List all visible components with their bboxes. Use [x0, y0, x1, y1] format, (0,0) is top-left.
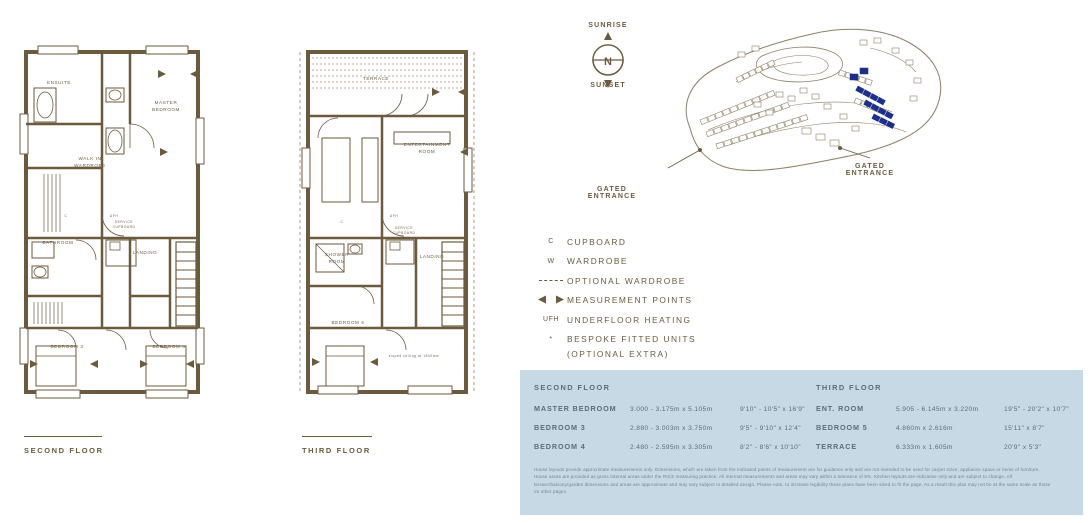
room-label-bedroom-4: BEDROOM 4	[152, 344, 186, 349]
room-label-ensuite: ENSUITE	[46, 80, 72, 85]
legend-label-optional-wardrobe: OPTIONAL WARDROBE	[567, 275, 686, 286]
legend-item-measurement-points	[535, 291, 855, 311]
floorplan-second-floor-caption: SECOND FLOOR	[24, 446, 104, 455]
schedule-room-name: TERRACE	[816, 442, 858, 451]
legend-label-bespoke-fitted-units: BESPOKE FITTED UNITS	[567, 334, 697, 345]
svg-text:N: N	[604, 56, 612, 68]
schedule-room-metric: 5.905 - 6.145m x 3.220m	[896, 406, 979, 413]
schedule-room-metric: 6.333m x 1.605m	[896, 444, 953, 451]
site-plan-gated-entrance-left: GATED ENTRANCE	[587, 186, 637, 200]
floorplan-second-floor	[10, 28, 230, 455]
schedule-room-imperial: 9'5" - 9'10" x 12'4"	[740, 425, 801, 432]
legend-item-optional-wardrobe	[535, 271, 855, 291]
compass-rose	[593, 32, 623, 88]
schedule-column-third-floor	[816, 383, 1084, 461]
schedule-room-metric: 2.880 - 3.003m x 3.750m	[630, 425, 713, 432]
schedule-room-imperial: 8'2" - 8'6" x 10'10"	[740, 444, 801, 451]
legend-label-underfloor-heating: UNDERFLOOR HEATING	[567, 314, 692, 325]
dashed-line-icon	[535, 277, 567, 284]
schedule-room-metric: 4.860m x 2.616m	[896, 425, 953, 432]
schedule-title-second-floor: SECOND FLOOR	[534, 383, 611, 392]
disclaimer-text: House layouts provide approximate measurements only. Dimensions, which are taken from the indicated points of measurement are for guidance only and are not intended to be used for carpet sizes, appliance space or items of furniture. House areas are provided as gross internal areas under the RICS measuring practice. All internal measurements and areas may vary within a tolerance of 5%. Kitchen layouts are indicative only and are subject to change. All terrace/balcony/garden dimensions and areas are approximate and may vary subject to detailed design. Please note, to increase legibility these plans have been sized to fit the page. As a result this plan may not be at the same scale as those on other pages.	[534, 467, 1051, 494]
schedule-row	[534, 423, 814, 432]
schedule-room-name: MASTER BEDROOM	[534, 404, 617, 413]
room-label-bedroom-3: BEDROOM 3	[50, 344, 84, 349]
schedule-room-name: BEDROOM 5	[816, 423, 868, 432]
legend-item-bespoke-fitted-units	[535, 330, 855, 350]
schedule-row	[816, 442, 1084, 451]
legend-key-cupboard: C	[548, 238, 554, 246]
room-label-cupboard: C	[64, 214, 68, 218]
schedule-room-name: BEDROOM 4	[534, 442, 586, 451]
schedule-row	[816, 423, 1084, 432]
room-label-sloped-ceiling: sloped ceiling at 1800mm	[388, 354, 440, 358]
room-label-bedroom-5: BEDROOM 5	[331, 320, 365, 325]
measurement-arrows-icon	[535, 295, 567, 306]
site-plan-sunrise-label: SUNRISE	[588, 22, 628, 29]
room-label-entertainment-room: ENTERTAINMENT ROOM	[403, 142, 451, 154]
legend-label-cupboard: CUPBOARD	[567, 236, 627, 247]
room-label-shower-room: SHOWER ROOM	[324, 252, 350, 264]
schedule-row	[534, 404, 814, 413]
legend-label-wardrobe: WARDROBE	[567, 256, 629, 267]
room-label-landing: LANDING	[132, 250, 158, 255]
site-plan-gated-entrance-right: GATED ENTRANCE	[845, 163, 895, 177]
schedule-room-name: ENT. ROOM	[816, 404, 865, 413]
floorplan-third-floor-drawing	[282, 28, 502, 418]
schedule-row	[816, 404, 1084, 413]
schedule-room-imperial: 9'10" - 10'5" x 16'9"	[740, 406, 806, 413]
room-label-ufh: UFH	[109, 214, 119, 218]
schedule-room-imperial: 15'11" x 8'7"	[1004, 425, 1045, 432]
site-plan	[540, 8, 1080, 223]
legend-item-underfloor-heating	[535, 310, 855, 330]
legend-item-wardrobe	[535, 252, 855, 272]
room-label-master-bedroom: MASTER BEDROOM	[152, 100, 180, 112]
floorplan-third-floor	[282, 28, 502, 455]
legend-key-wardrobe: W	[547, 257, 555, 265]
site-plan-sunset-label: SUNSET	[590, 82, 626, 89]
schedule-room-name: BEDROOM 3	[534, 423, 586, 432]
room-label-service-cupboard-third: SERVICE CUPBOARD	[392, 226, 416, 235]
room-label-cupboard-third: C	[340, 220, 344, 224]
legend	[535, 232, 855, 359]
floorplan-second-floor-rule	[24, 436, 102, 437]
legend-key-underfloor-heating: UFH	[543, 316, 559, 324]
room-label-landing-third: LANDING	[419, 254, 445, 259]
legend-label-measurement-points: MEASUREMENT POINTS	[567, 295, 693, 306]
schedule-row	[534, 442, 814, 451]
schedule-room-metric: 3.000 - 3.175m x 5.105m	[630, 406, 713, 413]
schedule-room-imperial: 20'9" x 5'3"	[1004, 444, 1042, 451]
room-label-ufh-third: UFH	[389, 214, 399, 218]
schedule-column-second-floor	[534, 383, 814, 461]
room-label-walk-in-wardrobe: WALK IN WARDROBE	[74, 156, 106, 168]
legend-item-cupboard	[535, 232, 855, 252]
schedule-room-imperial: 19'5" - 20'2" x 10'7"	[1004, 406, 1070, 413]
schedule-title-third-floor: THIRD FLOOR	[816, 383, 882, 392]
schedule-room-metric: 2.480 - 2.595m x 3.305m	[630, 444, 713, 451]
floorplan-third-floor-caption: THIRD FLOOR	[302, 446, 371, 455]
floorplan-third-floor-rule	[302, 436, 372, 437]
room-label-service-cupboard: SERVICE CUPBOARD	[112, 220, 136, 229]
room-label-terrace: TERRACE	[362, 76, 390, 81]
legend-optional-extra-note: (OPTIONAL EXTRA)	[567, 349, 669, 359]
legend-key-bespoke-fitted-units: *	[549, 335, 553, 343]
room-label-bathroom: BATHROOM	[42, 240, 74, 245]
